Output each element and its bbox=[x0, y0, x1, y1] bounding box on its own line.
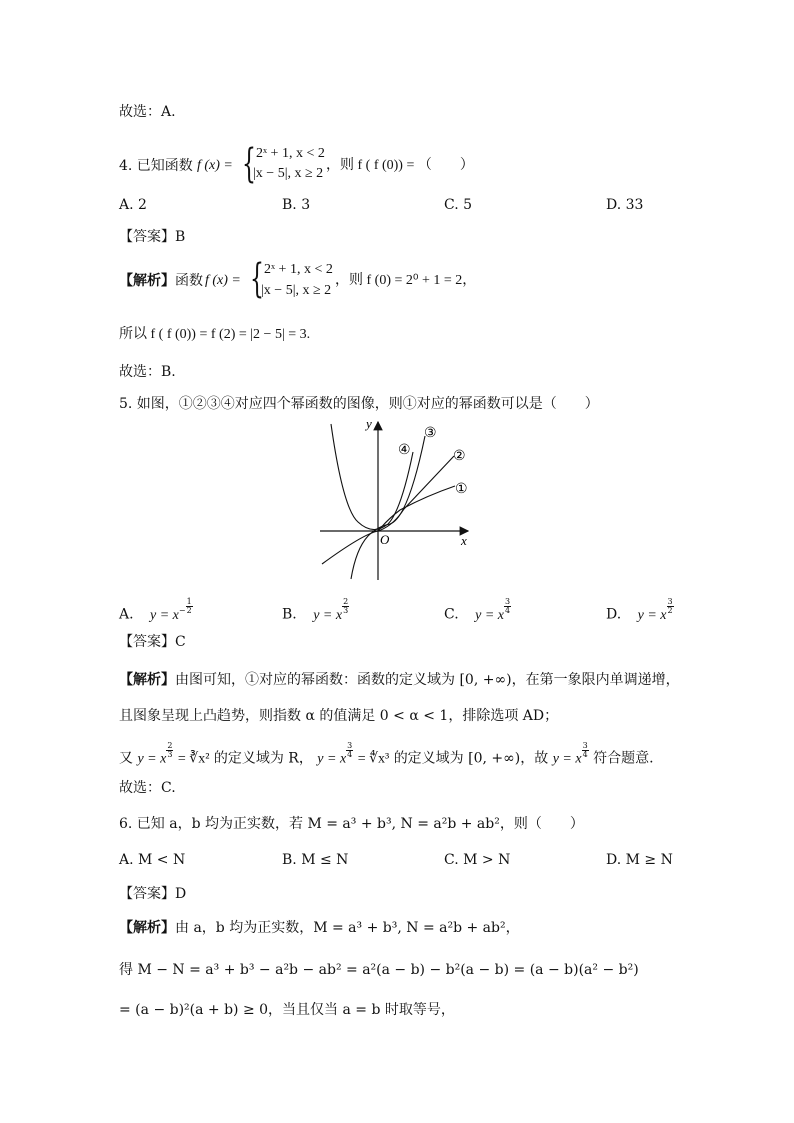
q5-option-b: B. y = x $\frac{2}{3}$ bbox=[282, 597, 349, 623]
q4-exp-case2: |x − 5|, x ≥ 2 bbox=[261, 283, 332, 298]
q6-option-d: D. M ≥ N bbox=[606, 852, 673, 868]
q5-exp2: 且图象呈现上凸趋势，则指数 α 的值满足 0 < α < 1，排除选项 AD； bbox=[119, 708, 559, 724]
exp-d: $\frac{3}{2}$ bbox=[667, 597, 673, 615]
q6-stem: 6. 已知 a，b 均为正实数，若 M = a³ + b³, N = a²b + ab²，则（ ） bbox=[119, 816, 584, 832]
q5-option-a: A. y = x − $\frac{1}{2}$ bbox=[119, 597, 192, 623]
y-axis-label: y bbox=[366, 416, 372, 431]
curve-label-2: ② bbox=[453, 448, 466, 464]
q4-option-b: B. 3 bbox=[282, 197, 311, 213]
q4-exp-b: ，则 f (0) = 2⁰ + 1 = 2， bbox=[335, 273, 477, 288]
q4-case1: 2ˣ + 1, x < 2 bbox=[256, 146, 325, 161]
q5-option-d: D. y = x $\frac{3}{2}$ bbox=[606, 597, 673, 623]
q5-answer: 【答案】C bbox=[119, 634, 186, 650]
q4-exp-case1: 2ˣ + 1, x < 2 bbox=[264, 262, 333, 277]
curve-2 bbox=[322, 456, 454, 564]
origin-label: O bbox=[380, 532, 390, 547]
q6-answer: 【答案】D bbox=[119, 886, 187, 902]
q4-option-a: A. 2 bbox=[119, 197, 147, 213]
q4-option-d: D. 33 bbox=[606, 197, 644, 213]
exp-a: $\frac{1}{2}$ bbox=[186, 597, 192, 615]
curve-3 bbox=[351, 436, 425, 579]
q5-option-c: C. y = x $\frac{3}{4}$ bbox=[444, 597, 511, 623]
curve-label-4: ④ bbox=[398, 442, 411, 458]
q4-case2: |x − 5|, x ≥ 2 bbox=[253, 166, 324, 181]
q4-exp-label: 【解析】 bbox=[119, 273, 175, 289]
q5-exp1: 【解析】由图可知，①对应的幂函数：函数的定义域为 [0, +∞)，在第一象限内单调递增， bbox=[119, 672, 680, 688]
q4-exp-a: 函数 bbox=[175, 273, 203, 289]
q3-choice: 故选：A. bbox=[119, 104, 176, 120]
power-function-figure bbox=[318, 414, 478, 582]
q4-choice: 故选：B. bbox=[119, 364, 176, 380]
q4-fx: f (x) = bbox=[197, 158, 233, 173]
q5-choice: 故选：C. bbox=[119, 780, 176, 796]
q4-option-c: C. 5 bbox=[444, 197, 473, 213]
q4-brace: { bbox=[242, 141, 256, 187]
q5-stem: 5. 如图，①②③④对应四个幂函数的图像，则①对应的幂函数可以是（ ） bbox=[119, 396, 599, 412]
q4-suffix: ，则 f ( f (0)) = （ ） bbox=[326, 158, 474, 173]
q6-option-c: C. M > N bbox=[444, 852, 511, 868]
q6-exp2: 得 M − N = a³ + b³ − a²b − ab² = a²(a − b) − b²(a − b) = (a − b)(a² − b²) bbox=[119, 962, 639, 978]
x-axis-label: x bbox=[461, 533, 467, 548]
q4-exp-line2: 所以 f ( f (0)) = f (2) = |2 − 5| = 3. bbox=[119, 327, 311, 342]
exp-b: $\frac{2}{3}$ bbox=[343, 597, 349, 615]
q6-exp1: 【解析】由 a，b 均为正实数，M = a³ + b³, N = a²b + ab²， bbox=[119, 920, 520, 936]
q4-prefix: 4. 已知函数 bbox=[119, 158, 193, 174]
q6-option-a: A. M < N bbox=[119, 852, 186, 868]
q6-option-b: B. M ≤ N bbox=[282, 852, 349, 868]
q4-answer: 【答案】B bbox=[119, 229, 186, 245]
curve-label-3: ③ bbox=[424, 425, 437, 441]
q4-exp-fx: f (x) = bbox=[205, 273, 241, 288]
q5-exp3: 又 y = x $\frac{2}{3}$ = ∛x² 的定义域为 R， y = x $\frac{3}{4}$ = ∜x³ 的定义域为 [0, +∞)，故 y = x $\frac{3}{4}$ 符合题意. bbox=[119, 741, 654, 767]
q6-exp3: = (a − b)²(a + b) ≥ 0，当且仅当 a = b 时取等号， bbox=[119, 1002, 455, 1018]
q4-exp-brace: { bbox=[250, 256, 264, 302]
exp-c: $\frac{3}{4}$ bbox=[505, 597, 511, 615]
curve-label-1: ① bbox=[455, 481, 468, 497]
